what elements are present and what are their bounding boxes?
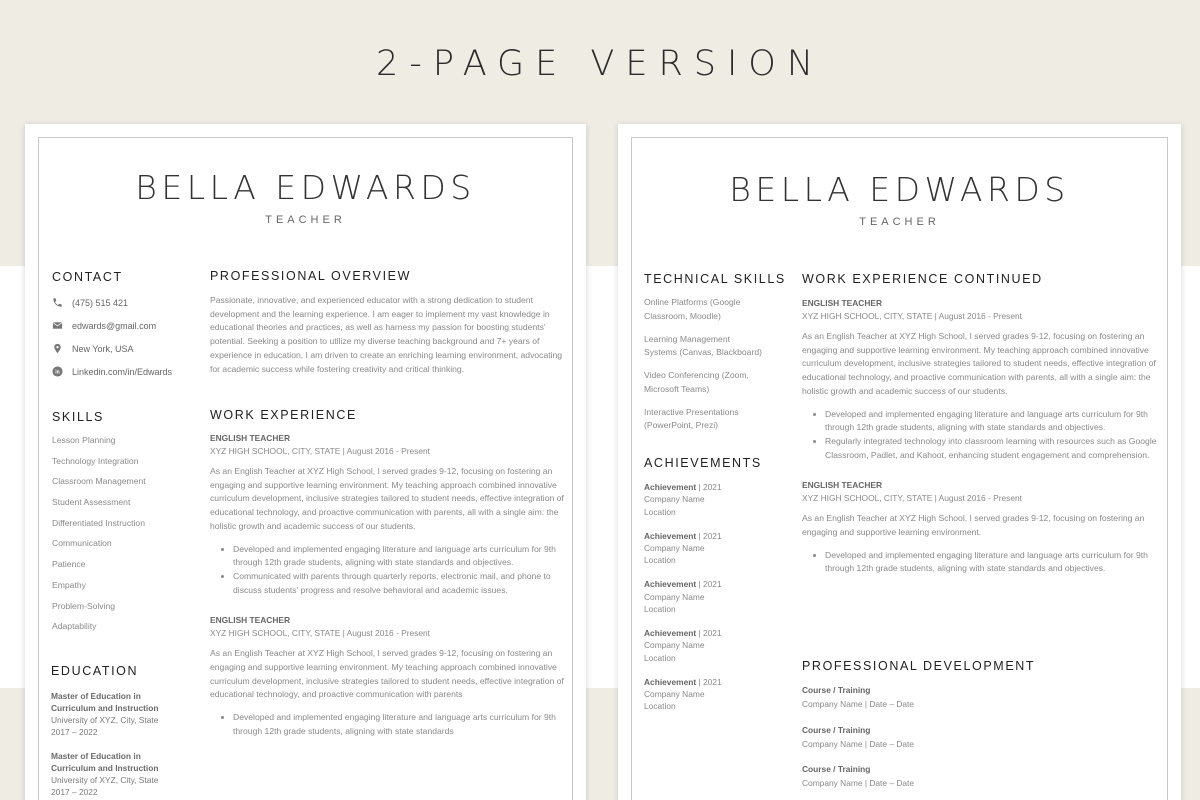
skill-item: Communication: [52, 538, 112, 549]
work-continued-heading: WORK EXPERIENCE CONTINUED: [802, 272, 1043, 286]
tech-skill-line: Video Conferencing (Zoom,: [644, 370, 749, 380]
work-experience: [210, 432, 565, 739]
years: 2017 – 2022: [51, 787, 98, 797]
tech-skills-list: [644, 296, 794, 442]
pd-subtitle: Company Name | Date – Date: [802, 778, 915, 789]
achievements-heading: ACHIEVEMENTS: [644, 456, 762, 470]
achievement-label: Achievement: [644, 579, 697, 590]
achievement-entry: [644, 627, 794, 664]
degree-line: Curriculum and Instruction: [51, 703, 159, 713]
degree-line: Master of Education in: [51, 691, 141, 701]
job-entry: [802, 479, 1157, 576]
skills-list: [52, 433, 202, 640]
achievement-entry: [644, 578, 794, 615]
skills-heading: SKILLS: [52, 410, 104, 424]
job-description: As an English Teacher at XYZ High School, I served grades 9-12, focusing on fostering an engaging and supportive learning environment. My teaching approach combined innovative curriculum development, inclusive strategies tailored to student needs, effective integration of educational technology, and proactive communication with parents, all with a single aim: the holistic growth and academic success of our students.: [210, 466, 564, 531]
contact-linkedin: [51, 360, 201, 383]
achievement-entry: [644, 481, 794, 518]
job-description: As an English Teacher at XYZ High School, I served grades 9-12, focusing on fostering an engaging and supportive learning environment. My teaching approach combined innovative curriculum development, inclusive strategies tailored to student needs, effective integration of educational technology, and proactive communication with parents: [210, 648, 564, 700]
achievement-company: Company Name: [644, 591, 705, 602]
tech-skills-heading: TECHNICAL SKILLS: [644, 272, 786, 286]
school: University of XYZ, City, State: [51, 715, 159, 725]
skill-item: Adaptability: [52, 621, 97, 632]
tech-skill-item: [644, 406, 794, 433]
skill-item: Problem-Solving: [52, 600, 116, 611]
job-title: ENGLISH TEACHER: [210, 615, 291, 626]
contact-email: [51, 314, 201, 337]
achievement-company: Company Name: [644, 689, 705, 700]
job-bullets: [825, 408, 1157, 463]
job-subtitle: XYZ HIGH SCHOOL, CITY, STATE | August 2016 - Present: [210, 446, 430, 456]
achievement-location: Location: [644, 506, 676, 517]
job-bullets: [233, 543, 565, 598]
job-bullet: • Developed and implemented engaging literature and language arts curriculum for 9th through 12th grade students, aligning with state standards and objectives.: [825, 408, 1157, 435]
achievement-label: Achievement: [644, 628, 697, 639]
phone-icon: [51, 297, 63, 309]
education-entry: [51, 690, 206, 738]
job-bullet: • Developed and implemented engaging literature and language arts curriculum for 9th through 12th grade students, aligning with state standards and objectives.: [825, 549, 1157, 576]
tech-skill-item: [644, 333, 794, 360]
contact-list: [51, 291, 201, 383]
contact-phone: [51, 291, 201, 314]
tech-skill-line: (PowerPoint, Prezi): [644, 420, 719, 430]
pd-list: [802, 684, 1157, 800]
school: University of XYZ, City, State: [51, 775, 159, 785]
contact-heading: CONTACT: [52, 270, 123, 284]
job-title: ENGLISH TEACHER: [802, 298, 883, 308]
degree-line: Curriculum and Instruction: [51, 763, 159, 773]
tech-skill-line: Interactive Presentations: [644, 406, 739, 417]
contact-linkedin-text: Linkedin.com/in/Edwards: [72, 366, 173, 377]
resume-name: BELLA EDWARDS: [135, 168, 476, 207]
achievement-label: Achievement: [644, 482, 697, 492]
achievements-list: [644, 481, 794, 724]
skill-item: Lesson Planning: [52, 435, 116, 445]
work-experience-continued: [802, 297, 1157, 576]
achievement-company: Company Name: [644, 494, 705, 505]
work-heading: WORK EXPERIENCE: [210, 408, 357, 422]
job-entry: [802, 297, 1157, 462]
education-list: [51, 690, 206, 798]
resume-page-1: [25, 124, 586, 800]
job-description: As an English Teacher at XYZ High School, I served grades 9-12, focusing on fostering an engaging and supportive learning environment.: [802, 513, 1145, 538]
job-subtitle: XYZ HIGH SCHOOL, CITY, STATE | August 2016 - Present: [210, 628, 430, 639]
job-subtitle: XYZ HIGH SCHOOL, CITY, STATE | August 2016 - Present: [802, 311, 1022, 321]
tech-skill-line: Classroom, Moodle): [644, 310, 721, 321]
achievement-company: Company Name: [644, 640, 705, 651]
linkedin-icon: [51, 366, 63, 378]
skill-item: Student Assessment: [52, 497, 131, 508]
achievement-year: | 2021: [698, 530, 722, 541]
pd-entry: [802, 763, 1157, 790]
svg-text:in: in: [54, 369, 60, 376]
achievement-label: Achievement: [644, 676, 697, 687]
achievement-entry: [644, 676, 794, 713]
achievement-year: | 2021: [698, 676, 722, 687]
achievement-location: Location: [644, 555, 676, 566]
job-entry: [210, 432, 565, 597]
pd-title: Course / Training: [802, 685, 871, 695]
job-entry: [210, 614, 565, 738]
job-subtitle: XYZ HIGH SCHOOL, CITY, STATE | August 2016 - Present: [802, 493, 1022, 504]
achievement-location: Location: [644, 603, 676, 614]
achievement-location: Location: [644, 701, 676, 712]
contact-location: [51, 337, 201, 360]
pd-subtitle: Company Name | Date – Date: [802, 738, 915, 749]
job-bullets: [233, 711, 565, 738]
achievement-year: | 2021: [698, 579, 722, 590]
job-description: As an English Teacher at XYZ High School, I served grades 9-12, focusing on fostering an engaging and supportive learning environment. My teaching approach combined innovative curriculum development, inclusive strategies tailored to student needs, effective integration of educational technology, and proactive communication with parents, all with a single aim: the holistic growth and academic success of our students.: [802, 331, 1156, 396]
achievement-year: | 2021: [698, 628, 722, 639]
pd-subtitle: Company Name | Date – Date: [802, 699, 915, 709]
headline: 2-PAGE VERSION: [375, 44, 825, 84]
overview-text: Passionate, innovative, and experienced educator with a strong dedication to student development and the learning experience. I am eager to implement my vast knowledge in educational theories and practices, as well as harness my passion for boosting students' potential. Seeking a position to utilize my diverse teaching background and 7+ years of experience in education, I am driven to create an enriching learning environment, advocating for academic success while fostering creativity and critical thinking.: [210, 295, 563, 374]
job-bullets: [825, 549, 1157, 576]
pd-entry: [802, 724, 1157, 751]
resume-page-2: [618, 124, 1181, 800]
tech-skill-line: Online Platforms (Google: [644, 297, 741, 307]
resume-name: BELLA EDWARDS: [729, 170, 1070, 209]
skill-item: Classroom Management: [52, 476, 146, 487]
pd-heading: PROFESSIONAL DEVELOPMENT: [802, 659, 1036, 673]
achievement-location: Location: [644, 652, 676, 663]
job-bullet: • Developed and implemented engaging literature and language arts curriculum for 9th through 12th grade students, aligning with state standards and objectives.: [233, 543, 565, 570]
contact-email-text: edwards@gmail.com: [72, 320, 157, 331]
achievement-entry: [644, 530, 794, 567]
map-pin-icon: [51, 343, 63, 355]
achievement-label: Achievement: [644, 530, 697, 541]
education-entry: [51, 750, 206, 798]
skill-item: Differentiated Instruction: [52, 517, 145, 528]
tech-skill-line: Learning Management: [644, 333, 730, 344]
tech-skill-line: Microsoft Teams): [644, 383, 710, 394]
job-bullet: • Communicated with parents through quarterly reports, electronic mail, and phone to discuss students' progress and resolve behavioral and academic issues.: [233, 570, 565, 597]
education-heading: EDUCATION: [51, 664, 139, 678]
skill-item: Technology Integration: [52, 455, 139, 466]
pd-entry: [802, 684, 1157, 711]
skill-item: Patience: [52, 559, 86, 570]
achievement-year: | 2021: [698, 482, 722, 492]
contact-location-text: New York, USA: [72, 343, 134, 354]
overview-heading: PROFESSIONAL OVERVIEW: [210, 269, 412, 283]
years: 2017 – 2022: [51, 727, 98, 737]
tech-skill-item: [644, 369, 794, 396]
job-title: ENGLISH TEACHER: [210, 433, 291, 443]
tech-skill-item: [644, 296, 794, 323]
job-bullet: • Regularly integrated technology into classroom learning with resources such as Google Classroom, Padlet, and Kahoot, enhancing student engagement and comprehension.: [825, 435, 1157, 462]
tech-skill-line: Systems (Canvas, Blackboard): [644, 347, 762, 357]
job-bullet: • Developed and implemented engaging literature and language arts curriculum for 9th through 12th grade students, aligning with state standards: [233, 711, 565, 738]
job-title: ENGLISH TEACHER: [802, 480, 883, 491]
pd-title: Course / Training: [802, 724, 871, 735]
resume-role: TEACHER: [859, 216, 940, 228]
achievement-company: Company Name: [644, 542, 705, 553]
degree-line: Master of Education in: [51, 751, 141, 761]
envelope-icon: [51, 320, 63, 332]
resume-role: TEACHER: [265, 214, 346, 226]
skill-item: Empathy: [52, 579, 86, 590]
pd-title: Course / Training: [802, 764, 871, 775]
contact-phone-text: (475) 515 421: [72, 297, 129, 308]
